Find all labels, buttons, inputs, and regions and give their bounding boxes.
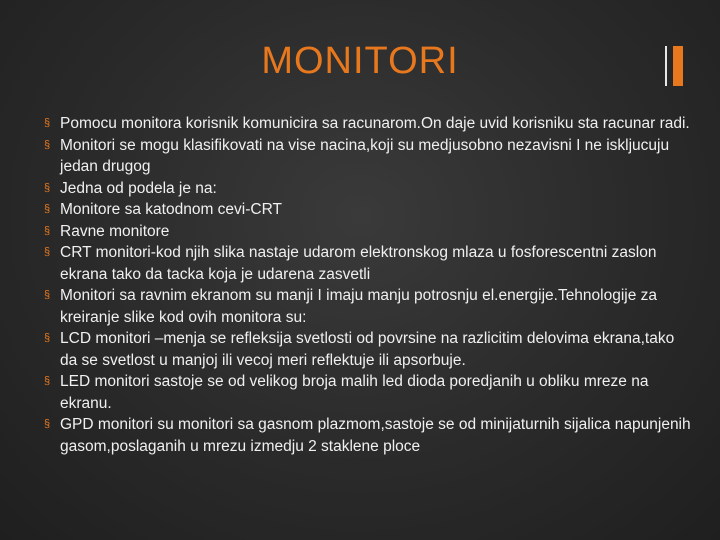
bullet-list (44, 113, 694, 457)
bullet-item (44, 242, 694, 285)
bullet-icon: § (44, 375, 51, 387)
bullet-item (44, 371, 694, 414)
bullet-item (44, 285, 694, 328)
bullet-text: Monitori se mogu klasifikovati na vise nacina,koji su medjusobno nezavisni I ne iskljucuju jedan drugog (60, 136, 670, 175)
bullet-icon: § (44, 117, 51, 129)
bullet-text: GPD monitori su monitori sa gasnom plazmom,sastoje se od minijaturnih sijalica napunjenih gasom,poslaganih u mrezu izmedju 2 staklene ploce (60, 416, 691, 455)
bullet-icon: § (44, 224, 51, 237)
bullet-icon: § (44, 203, 51, 215)
bullet-icon: § (44, 289, 51, 301)
bullet-text: Pomocu monitora korisnik komunicira sa racunarom.On daje uvid korisniku sta racunar radi. (60, 115, 690, 132)
bullet-icon: § (44, 332, 51, 344)
title-accent-thick-bar (673, 46, 683, 86)
bullet-item (44, 113, 694, 135)
title-accent-thin-bar (665, 46, 667, 86)
bullet-item (44, 328, 694, 371)
bullet-text: LCD monitori –menja se refleksija svetlosti od povrsine na razlicitim delovima ekrana,tako da se svetlost u manjoj ili vecoj meri reflektuje ili apsorbuje. (60, 330, 675, 369)
bullet-item (44, 199, 694, 221)
bullet-text: CRT monitori-kod njih slika nastaje udarom elektronskog mlaza u fosforescentni zaslon ekrana tako da tacka koja je udarena zasvetli (60, 244, 657, 283)
slide-title: MONITORI (261, 40, 459, 82)
bullet-text: Jedna od podela je na: (60, 179, 217, 197)
bullet-text: LED monitori sastoje se od velikog broja malih led dioda poredjanih u obliku mreze na ekranu. (60, 373, 649, 412)
bullet-icon: § (44, 246, 51, 258)
bullet-item (44, 414, 694, 457)
bullet-text: Ravne monitore (60, 222, 170, 240)
bullet-icon: § (44, 418, 51, 430)
bullet-icon: § (44, 138, 51, 151)
bullet-item (44, 135, 694, 178)
bullet-item (44, 221, 694, 243)
bullet-text: Monitori sa ravnim ekranom su manji I imaju manju potrosnju el.energije.Tehnologije za kreiranje slike kod ovih monitora su: (60, 287, 658, 326)
bullet-item (44, 178, 694, 200)
bullet-icon: § (44, 181, 51, 194)
bullet-text: Monitore sa katodnom cevi-CRT (60, 201, 282, 218)
